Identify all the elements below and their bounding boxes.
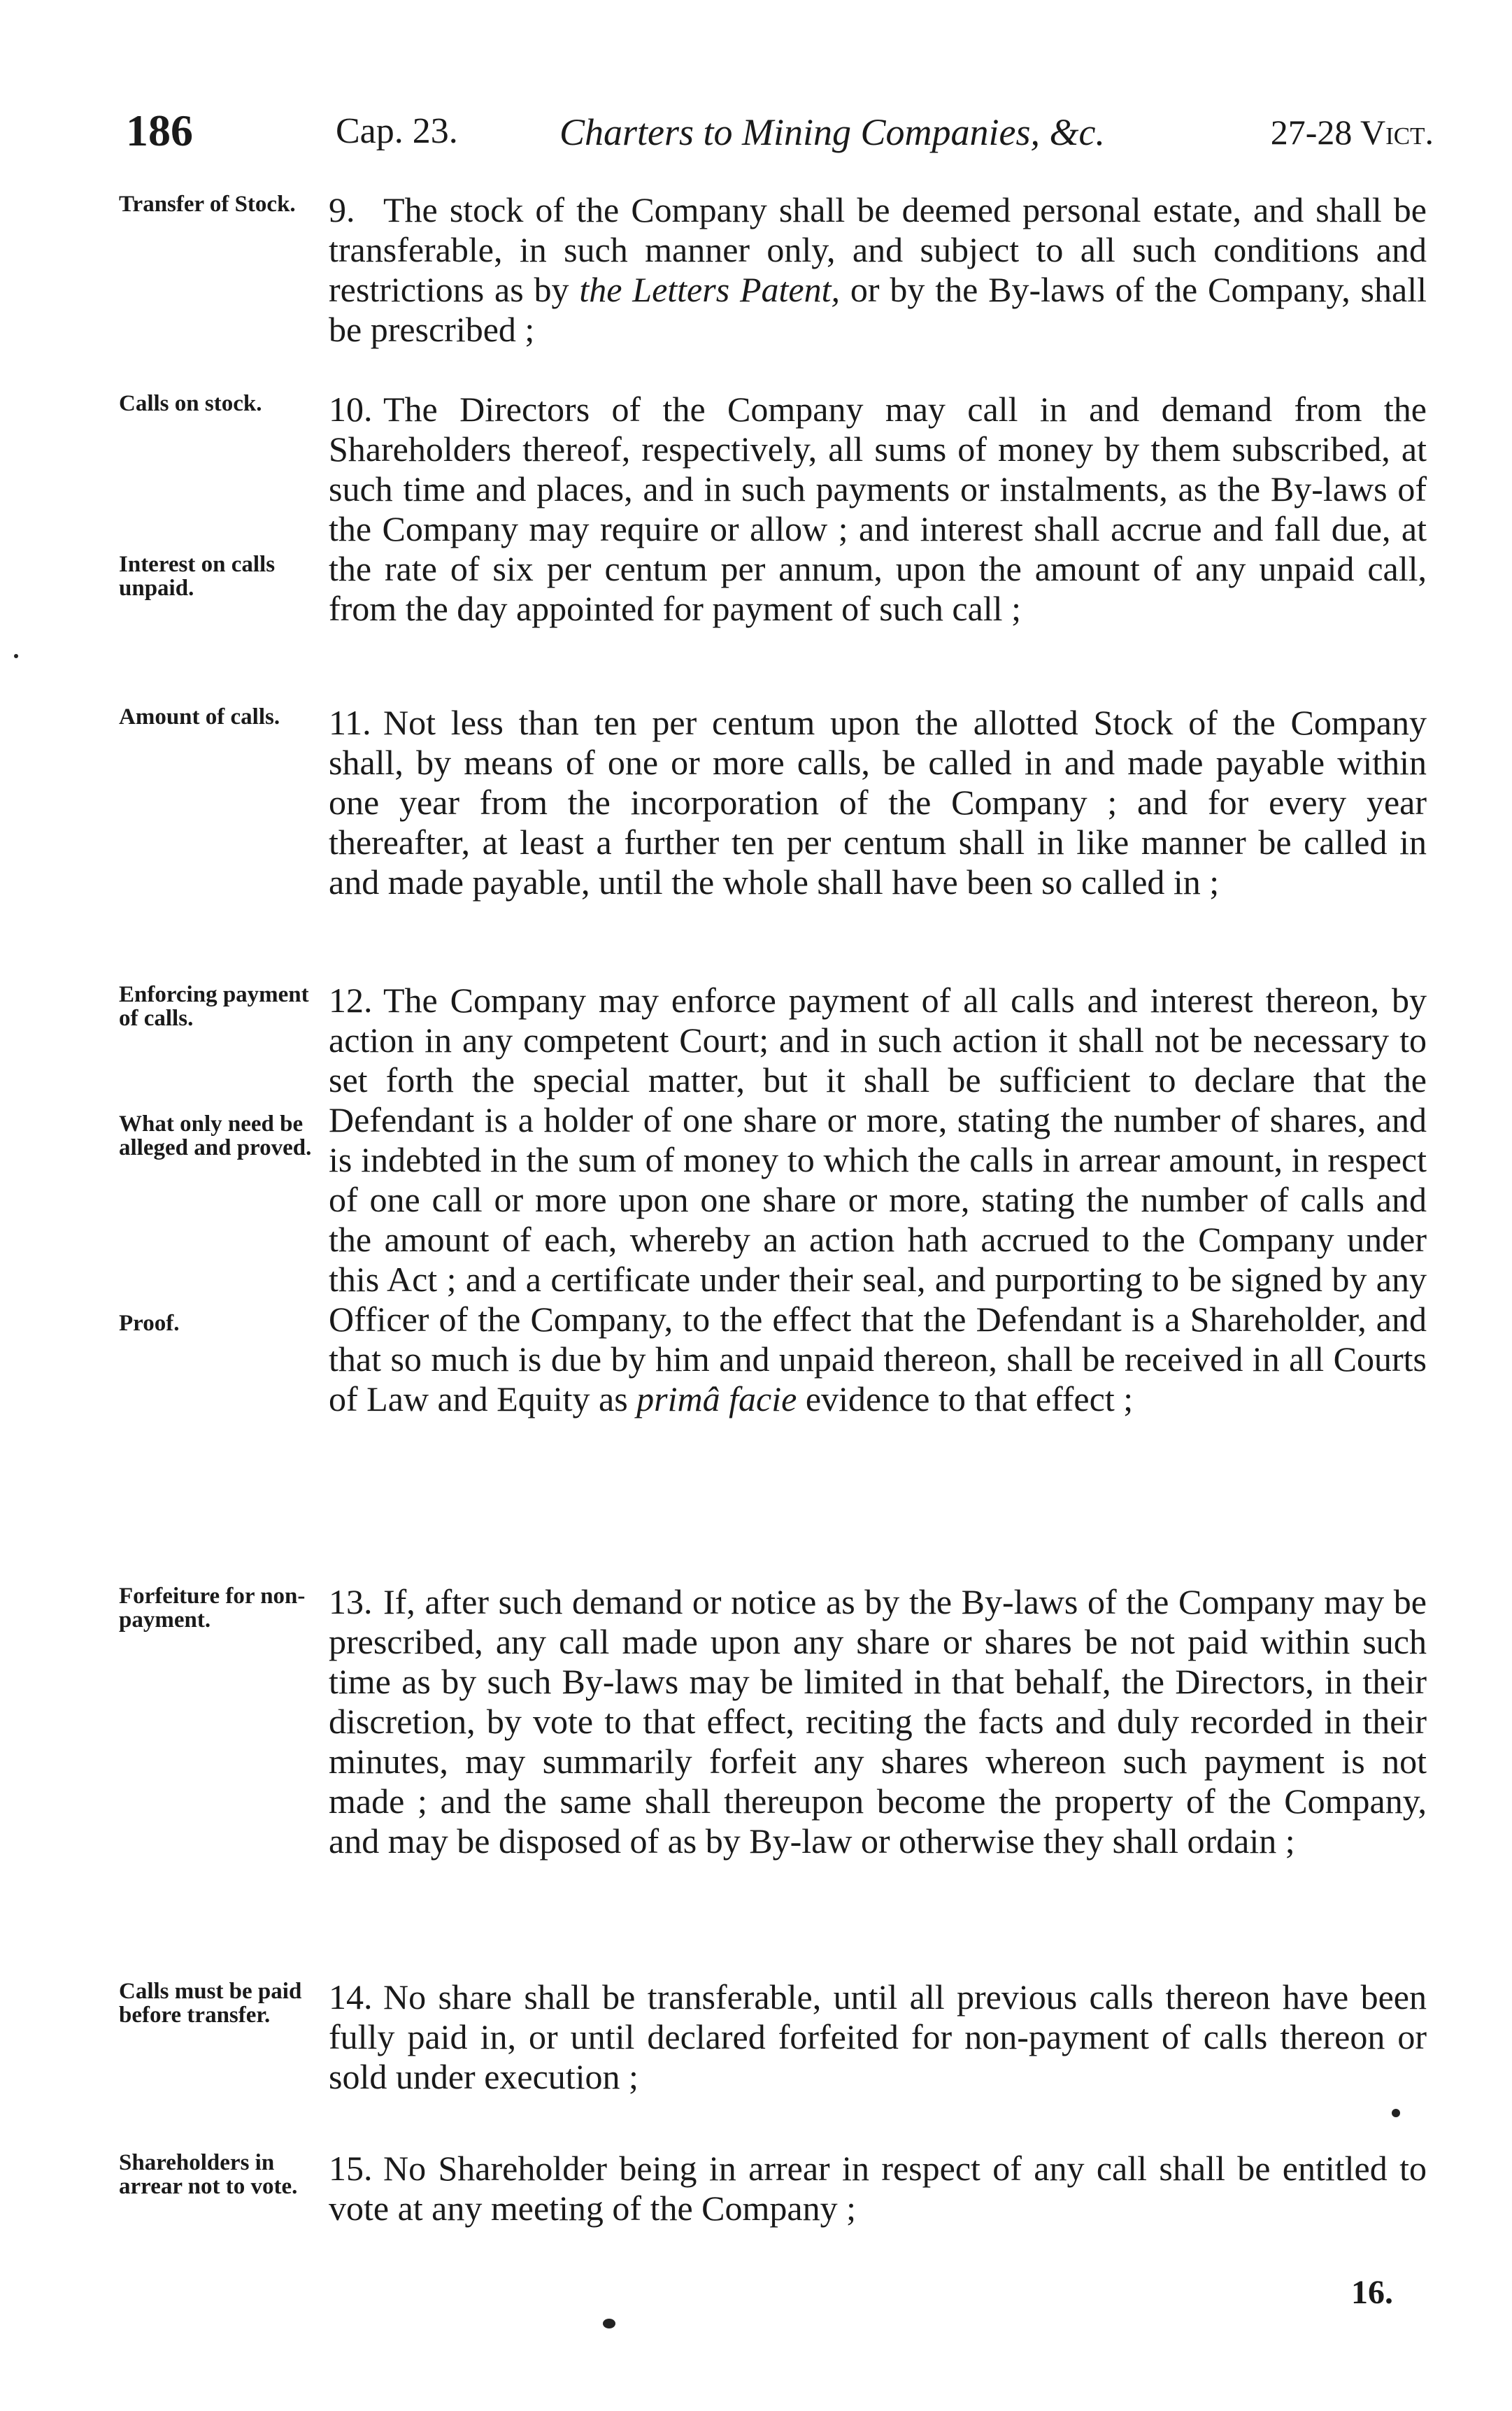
section-number: 14. <box>329 1977 373 2017</box>
section-11-text <box>329 703 1427 902</box>
section-10-text <box>329 390 1427 629</box>
ink-speck <box>603 2319 615 2328</box>
section-number: 9. <box>329 190 355 229</box>
catchword: 16. <box>1351 2274 1393 2311</box>
sidenote-transfer-of-stock: Transfer of Stock. <box>119 192 296 217</box>
section-13-text <box>329 1582 1427 1861</box>
section-9-text <box>329 190 1427 350</box>
section-text: The Company may enforce payment of all calls and interest thereon, by action in any competent Court; and in such action it shall not be necessary to set forth the special matter, but it shall be sufficient to declare that the Defendant is a holder of one share or more, stating the number of shares, and is indebted in the sum of money to which the calls in arrear amount, in respect of one call or more upon one share or more, stating the number of calls and the amount of each, whereby an action hath accrued to the Company under this Act ; and a certificate under their seal, and purporting to be signed by any Officer of the Company, to the effect that the Defendant is a Shareholder, and that so much is due by him and unpaid thereon, shall be received in all Courts of Law and Equity as <box>329 981 1427 1418</box>
section-number: 11. <box>329 703 371 742</box>
sidenote-enforcing-payment: Enforcing payment of calls. <box>119 982 309 1031</box>
section-text: The stock of the Company shall be deemed personal estate, and shall be transferable, in such manner only, and subject to all such conditions and restrictions as by <box>329 190 1427 309</box>
section-text: If, after such demand or notice as by the By-laws of the Company may be prescribed, any call made upon any share or shares be not paid within such time as by such By-laws may be limited in that behalf, the Directors, in their discretion, by vote to that effect, reciting the facts and duly recorded in their minutes, may summarily forfeit any shares whereon such payment is not made ; and the same shall thereupon become the property of the Company, and may be disposed of as by By-law or otherwise they shall ordain ; <box>329 1582 1427 1861</box>
section-text: No Shareholder being in arrear in respect of any call shall be entitled to vote at any meeting of the Company ; <box>329 2149 1427 2228</box>
ink-speck <box>14 654 18 658</box>
section-number: 15. <box>329 2149 373 2188</box>
sidenote-proof: Proof. <box>119 1311 180 1336</box>
regnal-years: 27-28 Vict. <box>1270 113 1434 152</box>
section-15-text <box>329 2149 1427 2228</box>
section-number: 13. <box>329 1582 373 1621</box>
section-italic-text: primâ facie <box>636 1379 797 1418</box>
running-title: Charters to Mining Companies, &c. <box>559 111 1105 153</box>
section-text: The Directors of the Company may call in and demand from the Shareholders thereof, respectively, all sums of money by them subscribed, at such time and places, and in such payments or instalments, as the By-laws of the Company may require or allow ; and interest shall accrue and fall due, at the rate of six per centum per annum, upon the amount of any unpaid call, from the day appointed for payment of such call ; <box>329 390 1427 628</box>
section-text: No share shall be transferable, until all previous calls thereon have been fully paid in, or until declared forfeited for non-payment of calls thereon or sold under execution ; <box>329 1977 1427 2096</box>
sidenote-what-only-alleged: What only need be alleged and proved. <box>119 1111 312 1160</box>
sidenote-arrear-not-vote: Shareholders in arrear not to vote. <box>119 2150 298 2199</box>
sidenote-forfeiture: Forfeiture for non-payment. <box>119 1584 306 1633</box>
chapter-reference: Cap. 23. <box>336 111 458 151</box>
section-number: 12. <box>329 981 373 1020</box>
section-number: 10. <box>329 390 373 429</box>
running-header <box>126 105 1434 161</box>
sidenote-interest-on-calls: Interest on calls unpaid. <box>119 552 276 601</box>
section-text: Not less than ten per centum upon the allotted Stock of the Company shall, by means of one or more calls, be called in and made payable within one year from the incorporation of the Company ; and for every year thereafter, at least a further ten per centum shall in like manner be called in and made payable, until the whole shall have been so called in ; <box>329 703 1427 902</box>
section-14-text <box>329 1977 1427 2097</box>
sidenote-calls-before-transfer: Calls must be paid before transfer. <box>119 1979 302 2028</box>
ink-speck <box>1392 2109 1400 2117</box>
sidenote-amount-of-calls: Amount of calls. <box>119 704 280 730</box>
section-text-continued: evidence to that effect ; <box>805 1379 1134 1418</box>
section-italic-text: the Letters Patent, <box>579 270 841 309</box>
page-number: 186 <box>126 106 193 155</box>
section-12-text <box>329 981 1427 1419</box>
section-text-continued: or by the By-laws of the Company, shall be prescribed ; <box>329 270 1427 349</box>
sidenote-calls-on-stock: Calls on stock. <box>119 391 262 416</box>
